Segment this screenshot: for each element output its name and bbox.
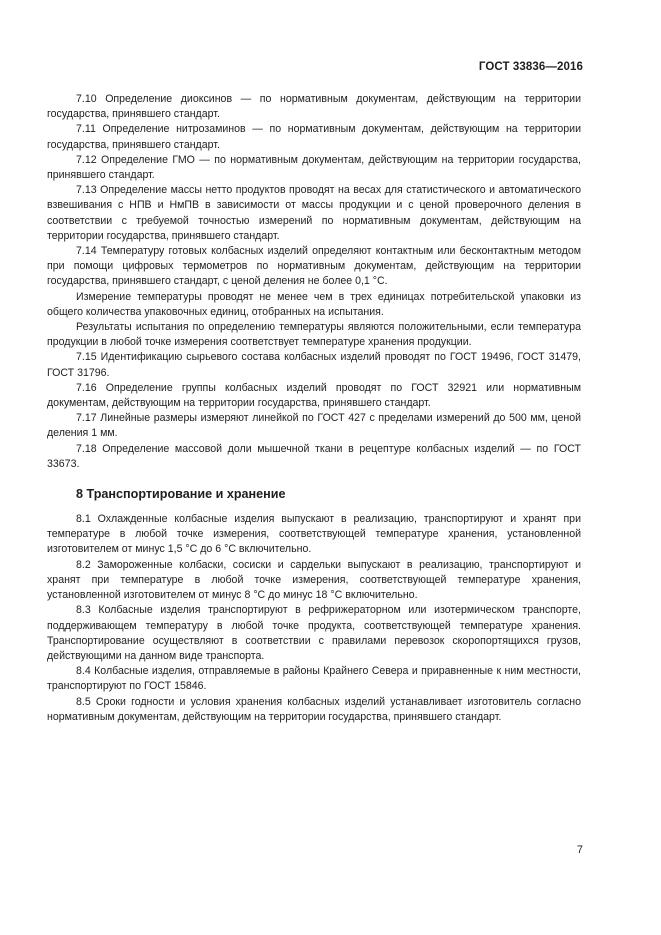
paragraph-8-1: 8.1 Охлажденные колбасные изделия выпускают в реализацию, транспортируют и хранят при температуре в любой точке измерения, соответствующей температуре хранения, установленной изготовителем от минус 1,5 °С до 6 °С включительно. (47, 513, 581, 556)
paragraph-7-10: 7.10 Определение диоксинов — по нормативным документам, действующим на территории государства, принявшего стандарт. (47, 93, 581, 121)
paragraph-7-11: 7.11 Определение нитрозаминов — по нормативным документам, действующим на территории государства, принявшего стандарт. (47, 123, 581, 151)
document-code-header: ГОСТ 33836—2016 (478, 61, 583, 73)
paragraph-8-3: 8.3 Колбасные изделия транспортируют в рефрижераторном или изотермическом транспорте, поддерживающем температуру в любой точке продукта, соответствующей температуре хранения. Транспортирование осуществляют в соответствии с правилами перевозок скоропортящихся грузов, действующими на данном виде транспорта. (47, 604, 581, 662)
section-8-title: 8 Транспортирование и хранение (76, 487, 286, 502)
paragraph-7-18: 7.18 Определение массовой доли мышечной ткани в рецептуре колбасных изделий — по ГОСТ 33673. (47, 442, 581, 470)
document-body (47, 92, 581, 725)
paragraph-7-16: 7.16 Определение группы колбасных изделий проводят по ГОСТ 32921 или нормативным документам, действующим на территории государства, принявшего стандарт. (47, 381, 581, 410)
paragraph-7-14: 7.14 Температуру готовых колбасных изделий определяют контактным или бесконтактным методом при помощи цифровых термометров по нормативным документам, действующим на территории государства, принявшего стандарт, с ценой деления не более 0,1 °С. (47, 245, 581, 288)
paragraph-7-14-measurement: Измерение температуры проводят не менее чем в трех единицах потребительской упаковки из общего количества упаковочных единиц, отобранных на испытания. (47, 290, 581, 318)
paragraph-7-13: 7.13 Определение массы нетто продуктов проводят на весах для статистического и автоматического взвешивания с НПВ и НмПВ в зависимости от массы продукции и с ценой проверочного деления в соответствии с требуемой точностью измерений по нормативным документам, действующим на территории государства, принявшего стандарт. (47, 184, 581, 242)
paragraph-8-2: 8.2 Замороженные колбаски, сосиски и сардельки выпускают в реализацию, транспортируют и хранят при температуре в любой точке измерения, соответствующей температуре хранения, установленной изготовителем от минус 8 °С до минус 18 °С включительно. (47, 558, 581, 602)
page-number: 7 (576, 844, 583, 856)
paragraph-7-14-results: Результаты испытания по определению температуры являются положительными, если температура продукции в любой точке измерения соответствует температуре хранения продукции. (47, 321, 581, 349)
paragraph-7-17: 7.17 Линейные размеры измеряют линейкой по ГОСТ 427 с пределами измерений до 500 мм, ценой деления 1 мм. (47, 412, 581, 440)
paragraph-7-12: 7.12 Определение ГМО — по нормативным документам, действующим на территории государства, принявшего стандарт. (47, 153, 581, 182)
paragraph-8-5: 8.5 Сроки годности и условия хранения колбасных изделий устанавливает изготовитель согласно нормативным документам, действующим на территории государства, принявшего стандарт. (47, 695, 581, 723)
paragraph-8-4: 8.4 Колбасные изделия, отправляемые в районы Крайнего Севера и приравненные к ним местности, транспортируют по ГОСТ 15846. (47, 665, 581, 693)
paragraph-7-15: 7.15 Идентификацию сырьевого состава колбасных изделий проводят по ГОСТ 19496, ГОСТ 31479, ГОСТ 31796. (47, 351, 581, 379)
